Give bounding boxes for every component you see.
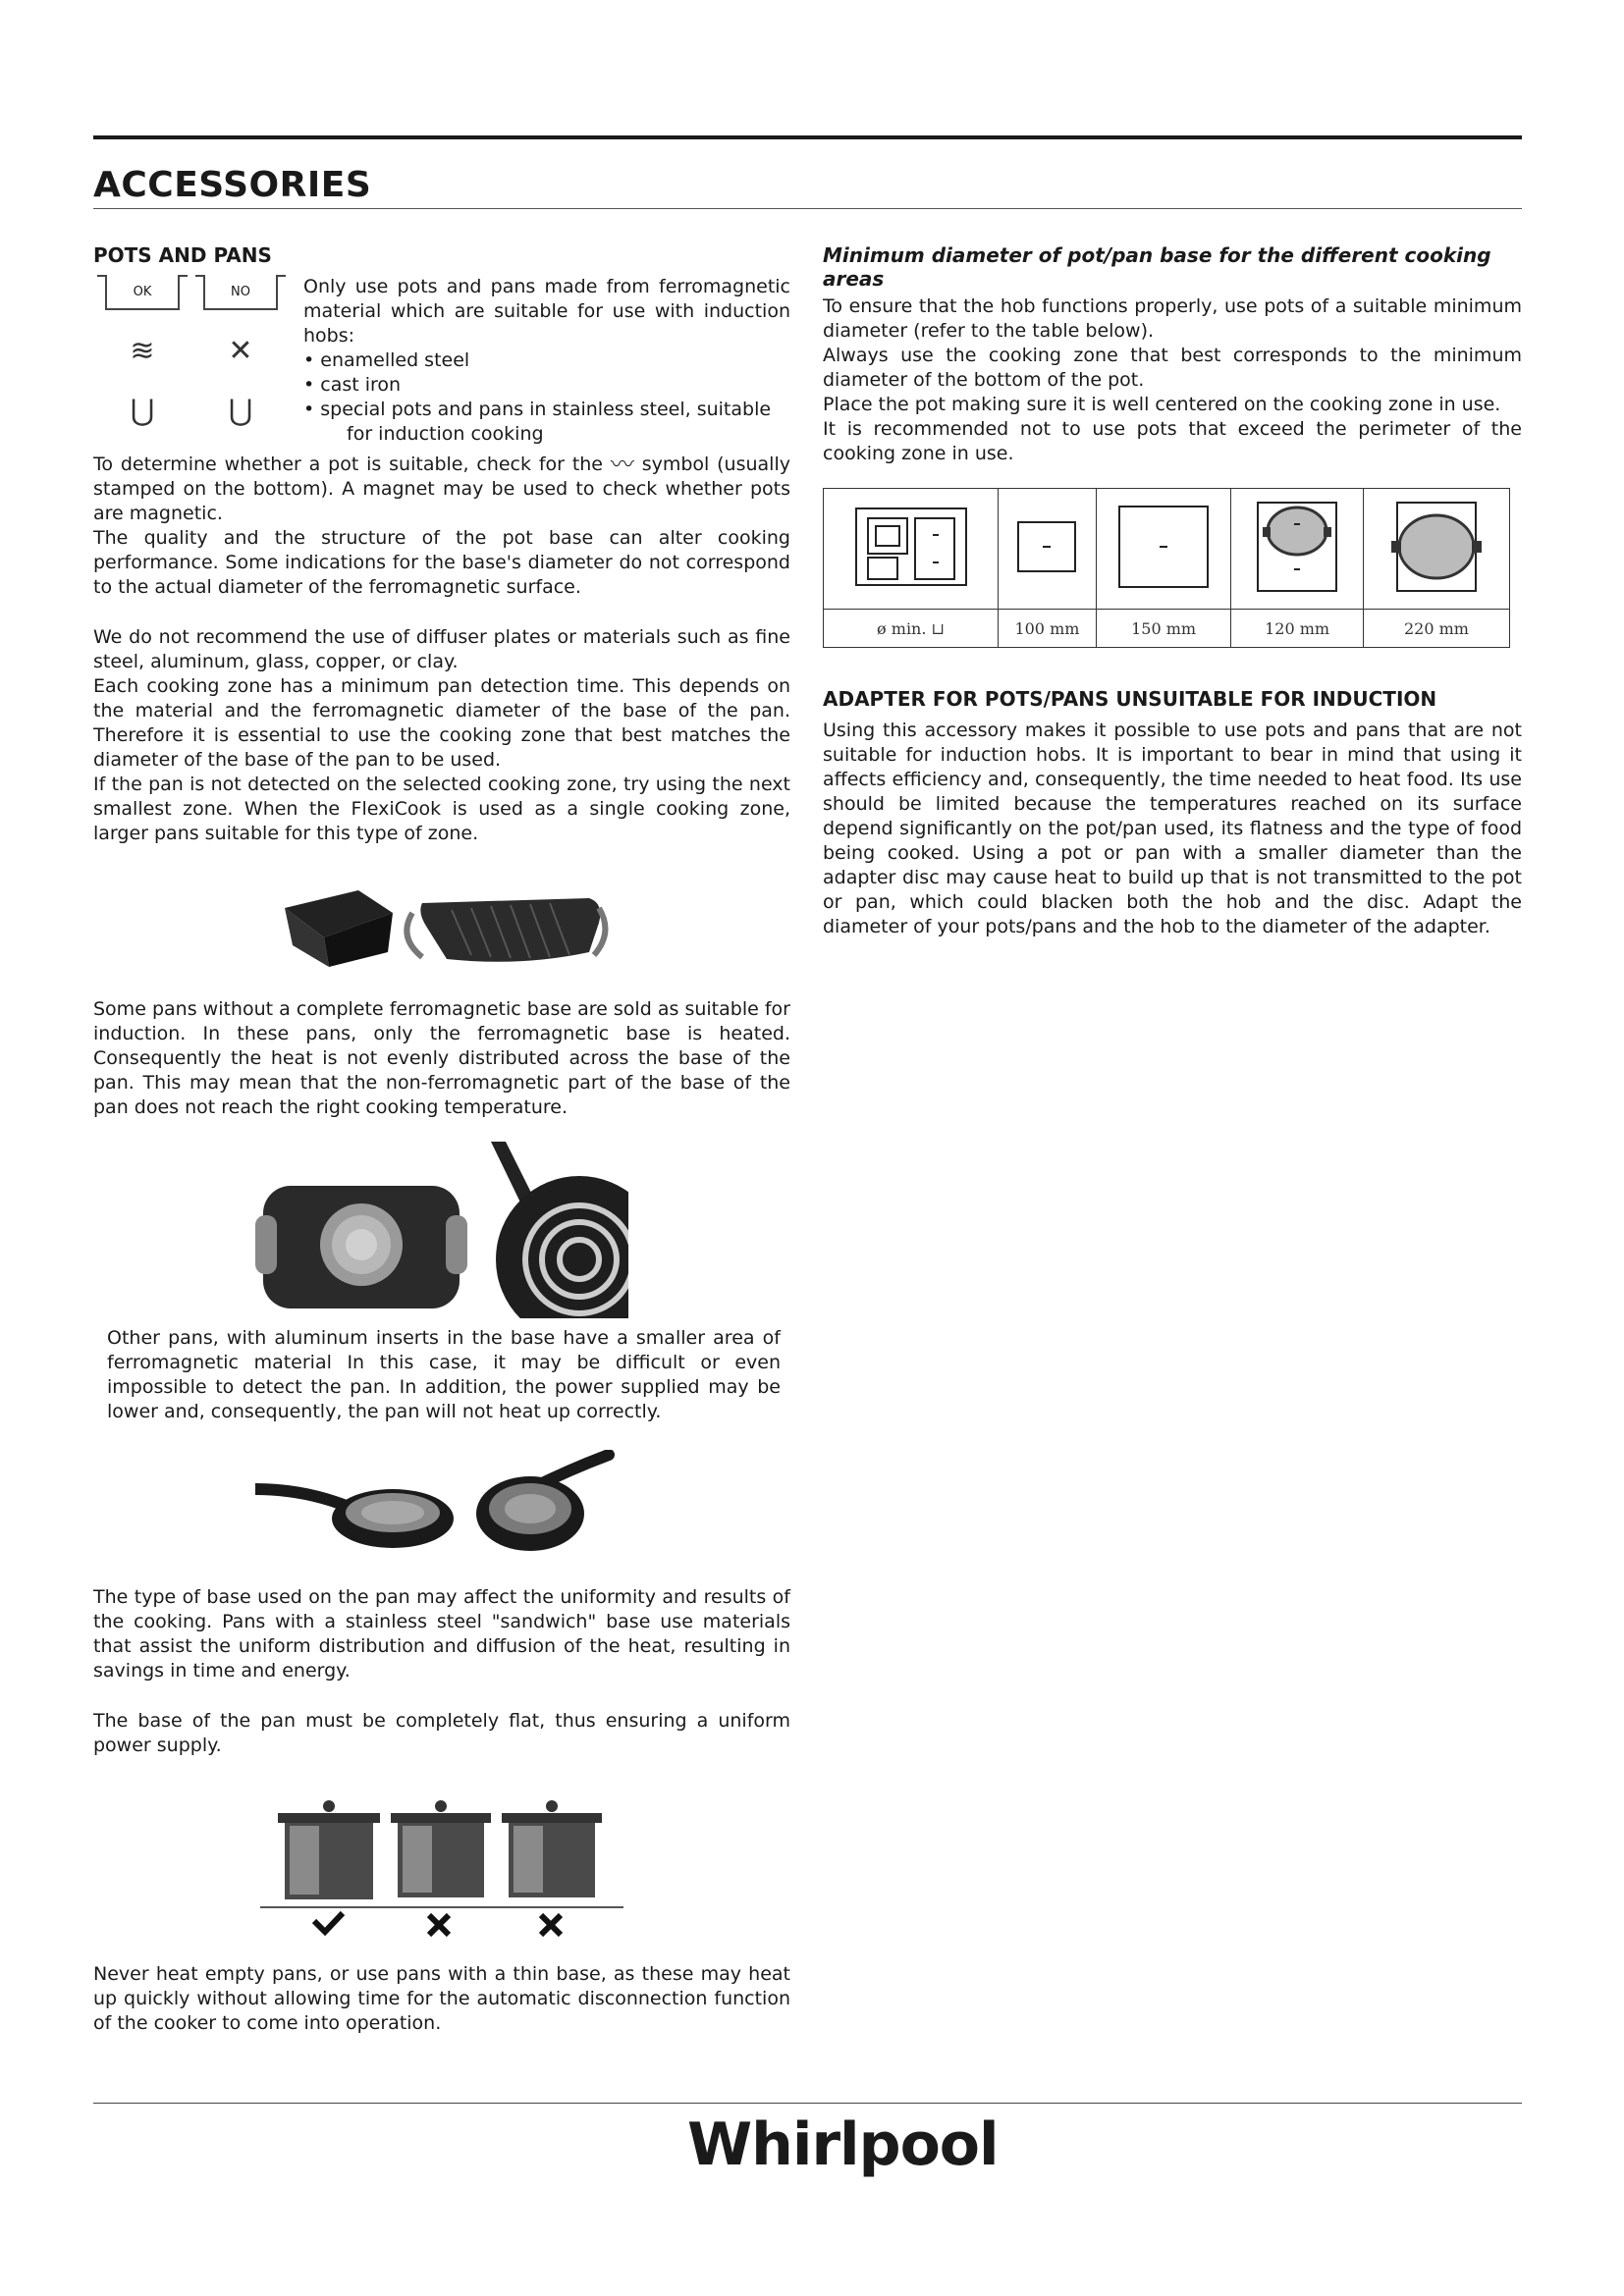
table-cell: 220 mm	[1363, 610, 1509, 648]
diffuser-paragraph: We do not recommend the use of diffuser plates or materials such as fine steel, aluminum, glass, copper, or clay.	[93, 626, 790, 672]
table-row	[824, 610, 1510, 648]
zone-large-pan-icon	[1387, 498, 1486, 596]
heat-waves-icon: ≋	[130, 334, 155, 369]
min-diameter-heading: Minimum diameter of pot/pan base for the different cooking areas	[823, 243, 1491, 291]
table-cell: 100 mm	[999, 610, 1097, 648]
magnet-no-icon: ⋃	[228, 393, 253, 428]
induction-coil-icon: 〰	[610, 451, 634, 478]
aluminum-inserts-paragraph: Other pans, with aluminum inserts in the base have a smaller area of ferromagnetic material In this case, it may be difficult or even impossible to detect the pan. In addition, the power supplied may be lower and, consequently, the pan will not heat up correctly.	[107, 1327, 781, 1422]
top-rule	[93, 135, 1522, 139]
table-row	[824, 489, 1510, 610]
list-item-continuation: for induction cooking	[347, 423, 544, 445]
min-diameter-paragraph-1: To ensure that the hob functions properly, use pots of a suitable minimum diameter (refer to the table below).	[823, 295, 1522, 342]
complete-base-paragraph: Some pans without a complete ferromagnetic base are sold as suitable for induction. In these pans, only the ferromagnetic base is heated. Consequently the heat is not evenly distributed across the base of the pan. This may mean that the non-ferromagnetic part of the base of the pan does not reach the right cooking temperature.	[93, 998, 790, 1118]
list-item: • enamelled steel	[303, 348, 790, 373]
flat-base-paragraph: The base of the pan must be completely flat, thus ensuring a uniform power supply.	[93, 1710, 790, 1756]
frying-pans-figure	[93, 1450, 790, 1558]
pot-no-icon: NO	[203, 275, 278, 310]
not-detected-paragraph: If the pan is not detected on the selected cooking zone, try using the next smallest zone. When the FlexiCook is used as a single cooking zone, larger pans suitable for this type of zone.	[93, 774, 790, 844]
detection-paragraph: Each cooking zone has a minimum pan detection time. This depends on the material and the ferromagnetic diameter of the base of the pan. Therefore it is essential to use the cooking zone that best matches the diameter of the base of the pan to be used.	[93, 675, 790, 771]
adapter-heading: ADAPTER FOR POTS/PANS UNSUITABLE FOR INDUCTION	[823, 687, 1437, 711]
right-column	[823, 243, 1522, 939]
pot-suitability-icons	[93, 275, 290, 447]
check-paragraph: To determine whether a pot is suitable, check for the 〰 symbol (usually stamped on the bottom). A magnet may be used to check whether pots are magnetic.	[93, 451, 790, 524]
base-type-paragraph: The type of base used on the pan may affect the uniformity and results of the cooking. Pans with a stainless steel "sandwich" base use materials that assist the uniform distribution and diffusion of the heat, resulting in savings in time and energy.	[93, 1586, 790, 1682]
magnet-ok-icon: ⋃	[130, 393, 155, 428]
pot-flat	[278, 1800, 380, 1899]
cross-icon: ✕	[228, 334, 253, 369]
table-cell	[1363, 489, 1509, 610]
title-rule	[93, 208, 1522, 209]
zone-large-icon	[1118, 506, 1209, 588]
min-diameter-paragraph-4: It is recommended not to use pots that exceed the perimeter of the cooking zone in use.	[823, 418, 1522, 464]
hob-layout-icon	[852, 505, 970, 589]
table-cell	[1096, 489, 1230, 610]
flat-base-figure	[93, 1791, 790, 1939]
left-column	[93, 243, 790, 2036]
roaster-griddle-image	[275, 869, 609, 977]
zone-flexi-pan-icon	[1253, 498, 1341, 596]
partial-base-pans-figure	[93, 1142, 790, 1318]
footer-rule	[93, 2103, 1522, 2104]
quality-paragraph: The quality and the structure of the pot base can alter cooking performance. Some indications for the base's diameter do not correspond to the actual diameter of the ferromagnetic surface.	[93, 527, 790, 598]
material-list	[303, 348, 790, 422]
adapter-paragraph: Using this accessory makes it possible to use pots and pans that are not suitable for induction hobs. It is important to bear in mind that using it affects efficiency and, consequently, the time needed to heat food. Its use should be limited because the temperatures reached on its surface depend significantly on the pot/pan used, its flatness and the type of food being cooked. Using a pot or pan with a smaller diameter than the adapter disc may cause heat to build up that is not transmitted to the pot or pan, which could blacken both the hob and the disc. Adapt the diameter of your pots/pans and the hob to the diameter of the adapter.	[823, 720, 1522, 937]
list-item: • cast iron	[303, 373, 790, 398]
table-cell	[999, 489, 1097, 610]
min-diameter-table	[823, 488, 1510, 648]
flat-base-image	[260, 1791, 623, 1939]
zone-small-icon	[1017, 521, 1076, 572]
table-cell	[1231, 489, 1364, 610]
table-cell: 150 mm	[1096, 610, 1230, 648]
empty-pans-paragraph: Never heat empty pans, or use pans with a thin base, as these may heat up quickly without allowing time for the automatic disconnection function of the cooker to come into operation.	[93, 1963, 790, 2034]
pot-concave	[391, 1800, 491, 1897]
intro-text: Only use pots and pans made from ferromagnetic material which are suitable for use with induction hobs:	[303, 276, 790, 347]
pots-pans-heading: POTS AND PANS	[93, 243, 272, 267]
min-diameter-paragraph-2: Always use the cooking zone that best corresponds to the minimum diameter of the bottom of the pot.	[823, 345, 1522, 391]
list-item: • special pots and pans in stainless steel, suitable	[303, 398, 790, 422]
table-cell: ø min. ⊔	[824, 610, 999, 648]
frying-pans-image	[255, 1450, 628, 1558]
page-title: ACCESSORIES	[93, 165, 372, 205]
min-diameter-paragraph-3: Place the pot making sure it is well centered on the cooking zone in use.	[823, 394, 1501, 415]
pot-convex	[502, 1800, 602, 1897]
pot-icon: ⊔	[931, 618, 945, 638]
table-cell	[824, 489, 999, 610]
partial-base-pans-image	[255, 1142, 628, 1318]
table-cell: 120 mm	[1231, 610, 1364, 648]
roaster-griddle-figure	[93, 868, 790, 978]
pot-ok-icon: OK	[105, 275, 180, 310]
whirlpool-logo: Whirlpool	[687, 2110, 999, 2179]
min-diameter-table-wrap	[823, 488, 1522, 648]
intro-row	[93, 275, 790, 447]
